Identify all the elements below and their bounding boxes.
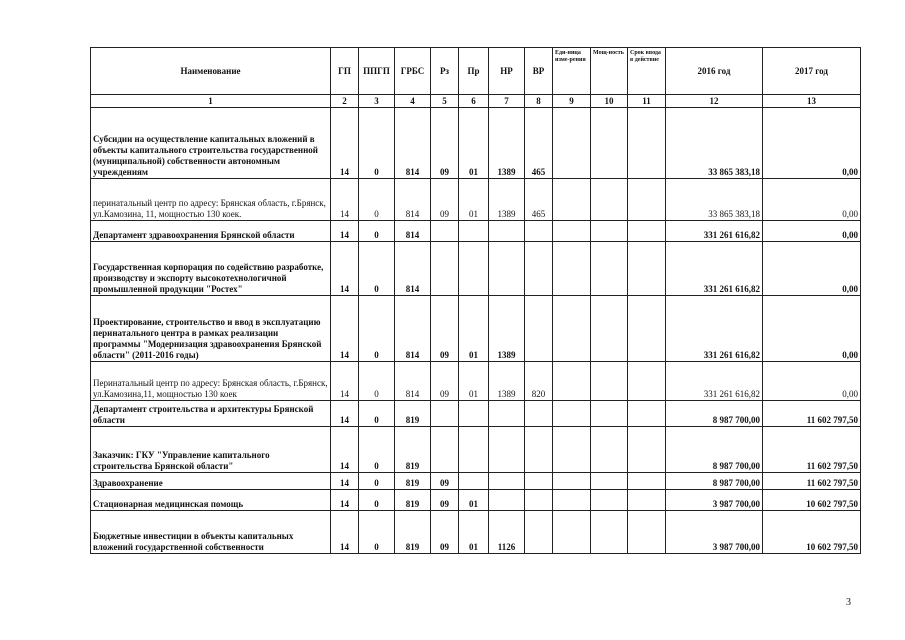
column-number: 11 [628,95,666,108]
header-grbs: ГРБС [395,48,431,95]
row-term [628,490,666,511]
row-name: Департамент строительства и архитектуры Брянской области [91,401,331,427]
row-power [591,427,628,473]
row-term [628,362,666,401]
header-gp: ГП [331,48,359,95]
column-number: 7 [489,95,525,108]
column-number: 9 [553,95,591,108]
row-power [591,296,628,362]
header-ppgp: ППГП [359,48,395,95]
row-2016: 8 987 700,00 [666,427,763,473]
table-row [91,401,861,427]
row-power [591,490,628,511]
header-term: Срок ввода в действие [628,48,666,95]
row-nr: 1126 [489,511,525,554]
row-pr: 01 [459,511,489,554]
row-vr [525,221,553,242]
row-power [591,511,628,554]
row-term [628,511,666,554]
row-nr: 1389 [489,108,525,179]
row-ppgp: 0 [359,242,395,296]
row-rz: 09 [431,362,459,401]
row-2016: 33 865 383,18 [666,179,763,221]
row-2016: 331 261 616,82 [666,221,763,242]
row-power [591,108,628,179]
row-nr [489,401,525,427]
column-number: 3 [359,95,395,108]
row-vr [525,242,553,296]
row-gp: 14 [331,362,359,401]
header-rz: Рз [431,48,459,95]
row-ppgp: 0 [359,296,395,362]
table-row [91,108,861,179]
row-2017: 0,00 [763,179,861,221]
row-gp: 14 [331,296,359,362]
row-name: Перинатальный центр по адресу: Брянская область, г.Брянск, ул.Камозина,11, мощностью 130 коек [91,362,331,401]
row-name: Стационарная медицинская помощь [91,490,331,511]
row-power [591,221,628,242]
row-unit [553,362,591,401]
page-number: 3 [846,597,851,608]
row-ppgp: 0 [359,473,395,490]
row-nr [489,427,525,473]
header-unit: Еди-ница изме-рения [553,48,591,95]
row-vr [525,296,553,362]
row-2017: 11 602 797,50 [763,473,861,490]
row-term [628,296,666,362]
column-number: 2 [331,95,359,108]
row-name: Государственная корпорация по содействию разработке, производству и экспорту высокотехнологичной промышленной продукции "Ростех" [91,242,331,296]
row-2017: 0,00 [763,362,861,401]
header-pr: Пр [459,48,489,95]
row-rz [431,401,459,427]
row-nr [489,242,525,296]
row-pr [459,242,489,296]
row-vr [525,401,553,427]
row-gp: 14 [331,427,359,473]
header-power: Мощ-ность [591,48,628,95]
column-number: 8 [525,95,553,108]
row-2016: 33 865 383,18 [666,108,763,179]
column-number: 12 [666,95,763,108]
row-ppgp: 0 [359,511,395,554]
row-rz: 09 [431,511,459,554]
row-name: Заказчик: ГКУ "Управление капитального строительства Брянской области" [91,427,331,473]
row-grbs: 814 [395,362,431,401]
row-grbs: 814 [395,296,431,362]
row-pr [459,427,489,473]
row-2016: 3 987 700,00 [666,511,763,554]
row-name: Здравоохранение [91,473,331,490]
row-name: Департамент здравоохранения Брянской области [91,221,331,242]
row-vr [525,427,553,473]
row-term [628,401,666,427]
row-grbs: 814 [395,179,431,221]
row-rz [431,242,459,296]
header-row [91,48,861,95]
row-pr [459,401,489,427]
column-number: 1 [91,95,331,108]
row-pr: 01 [459,490,489,511]
row-power [591,473,628,490]
row-vr: 465 [525,179,553,221]
column-number: 5 [431,95,459,108]
row-name: Бюджетные инвестиции в объекты капитальных вложений государственной собственности [91,511,331,554]
row-pr [459,221,489,242]
table-row [91,511,861,554]
row-power [591,401,628,427]
row-gp: 14 [331,511,359,554]
row-2017: 0,00 [763,296,861,362]
row-power [591,242,628,296]
row-ppgp: 0 [359,427,395,473]
row-2016: 331 261 616,82 [666,296,763,362]
row-nr: 1389 [489,362,525,401]
header-nr: НР [489,48,525,95]
row-grbs: 814 [395,221,431,242]
table-row [91,242,861,296]
row-rz [431,221,459,242]
row-power [591,362,628,401]
row-power [591,179,628,221]
budget-table [90,47,861,554]
row-pr: 01 [459,362,489,401]
row-gp: 14 [331,401,359,427]
row-term [628,242,666,296]
row-rz [431,427,459,473]
row-ppgp: 0 [359,490,395,511]
row-nr [489,473,525,490]
header-name: Наименование [91,48,331,95]
row-gp: 14 [331,108,359,179]
row-ppgp: 0 [359,401,395,427]
row-term [628,108,666,179]
row-nr: 1389 [489,179,525,221]
row-rz: 09 [431,296,459,362]
row-gp: 14 [331,473,359,490]
row-nr: 1389 [489,296,525,362]
row-gp: 14 [331,490,359,511]
row-name: перинатальный центр по адресу: Брянская область, г.Брянск, ул.Камозина, 11, мощностью 130 коек. [91,179,331,221]
row-2016: 8 987 700,00 [666,401,763,427]
row-2017: 10 602 797,50 [763,511,861,554]
row-vr: 465 [525,108,553,179]
row-vr [525,511,553,554]
row-grbs: 814 [395,242,431,296]
row-ppgp: 0 [359,221,395,242]
table-row [91,296,861,362]
header-2017: 2017 год [763,48,861,95]
row-grbs: 819 [395,427,431,473]
row-name: Проектирование, строительство и ввод в эксплуатацию перинатального центра в рамках реализации программы "Модернизация здравоохранения Брянской области" (2011-2016 годы) [91,296,331,362]
row-nr [489,490,525,511]
column-number-row [91,95,861,108]
column-number: 4 [395,95,431,108]
row-unit [553,511,591,554]
row-ppgp: 0 [359,362,395,401]
row-2017: 0,00 [763,242,861,296]
row-unit [553,473,591,490]
row-2017: 0,00 [763,108,861,179]
column-number: 6 [459,95,489,108]
table-row [91,490,861,511]
row-gp: 14 [331,221,359,242]
row-pr: 01 [459,108,489,179]
row-gp: 14 [331,179,359,221]
row-2017: 11 602 797,50 [763,427,861,473]
row-rz: 09 [431,490,459,511]
row-nr [489,221,525,242]
row-ppgp: 0 [359,108,395,179]
row-2016: 3 987 700,00 [666,490,763,511]
table-row [91,221,861,242]
row-2017: 0,00 [763,221,861,242]
row-unit [553,296,591,362]
table-row [91,427,861,473]
row-unit [553,179,591,221]
table-row [91,179,861,221]
row-pr: 01 [459,179,489,221]
row-2016: 331 261 616,82 [666,362,763,401]
row-term [628,221,666,242]
row-term [628,427,666,473]
row-2016: 331 261 616,82 [666,242,763,296]
row-grbs: 819 [395,490,431,511]
row-term [628,473,666,490]
row-2017: 10 602 797,50 [763,490,861,511]
row-unit [553,108,591,179]
row-rz: 09 [431,473,459,490]
column-number: 10 [591,95,628,108]
row-grbs: 819 [395,473,431,490]
row-pr [459,473,489,490]
row-vr [525,473,553,490]
row-unit [553,401,591,427]
row-term [628,179,666,221]
row-unit [553,427,591,473]
row-vr [525,490,553,511]
table-row [91,473,861,490]
row-2017: 11 602 797,50 [763,401,861,427]
row-unit [553,242,591,296]
row-unit [553,221,591,242]
row-rz: 09 [431,108,459,179]
row-pr: 01 [459,296,489,362]
row-vr: 820 [525,362,553,401]
row-grbs: 819 [395,511,431,554]
row-ppgp: 0 [359,179,395,221]
row-grbs: 819 [395,401,431,427]
header-2016: 2016 год [666,48,763,95]
row-gp: 14 [331,242,359,296]
row-name: Субсидии на осуществление капитальных вложений в объекты капитального строительства государственной (муниципальной) собственности автономным учреждениям [91,108,331,179]
row-unit [553,490,591,511]
row-2016: 8 987 700,00 [666,473,763,490]
column-number: 13 [763,95,861,108]
table-row [91,362,861,401]
header-vr: ВР [525,48,553,95]
row-grbs: 814 [395,108,431,179]
row-rz: 09 [431,179,459,221]
